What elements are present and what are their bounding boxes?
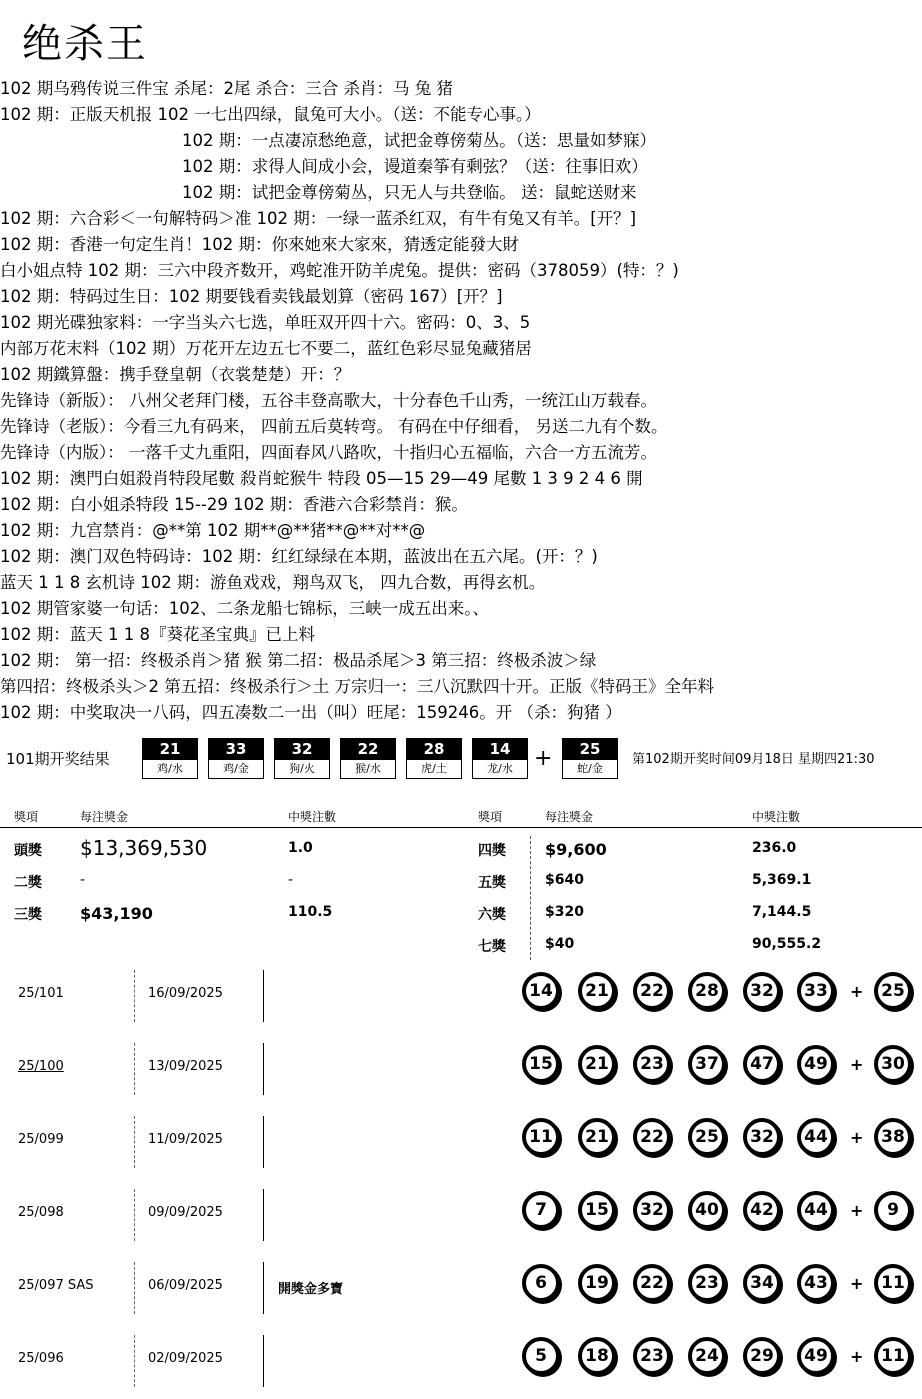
drawn-ball: 40 [688, 1191, 726, 1229]
result-label: 101期开奖结果 [6, 750, 110, 768]
ball-number: 32 [274, 738, 330, 760]
drawn-ball: 23 [633, 1045, 671, 1083]
prediction-lines [0, 76, 922, 726]
prize-name: 六獎 [478, 907, 506, 923]
plus-sign: + [850, 1128, 864, 1147]
header-prize-count: 中獎注數 [288, 810, 337, 824]
column-divider [263, 1116, 264, 1168]
next-draw-info: 第102期开奖时间09月18日 星期四21:30 [632, 752, 875, 767]
drawn-ball: 47 [743, 1045, 781, 1083]
special-drawn-ball: 30 [874, 1045, 912, 1083]
column-divider [263, 1043, 264, 1095]
prize-amount: $320 [545, 904, 584, 920]
prize-count: 5,369.1 [752, 872, 812, 888]
special-ball [562, 738, 618, 780]
prediction-line: 102 期：白小姐杀特段 15--29 102 期：香港六合彩禁肖：猴。 [0, 495, 468, 514]
drawn-ball: 32 [743, 1118, 781, 1156]
ball-number: 25 [562, 738, 618, 760]
prediction-line: 102 期：澳门双色特码诗：102 期：红红绿绿在本期，蓝波出在五六尾。(开：？) [0, 547, 598, 566]
drawn-ball: 22 [633, 1118, 671, 1156]
special-drawn-ball: 9 [874, 1191, 912, 1229]
prediction-line: 102 期：特码过生日：102 期要钱看卖钱最划算（密码 167）[开？] [0, 287, 503, 306]
result-ball [406, 738, 462, 780]
drawn-ball: 18 [578, 1337, 616, 1375]
drawn-ball: 32 [633, 1191, 671, 1229]
ball-number: 33 [208, 738, 264, 760]
result-ball [208, 738, 264, 780]
draw-period: 25/099 [18, 1132, 64, 1147]
prediction-line: 102 期鐵算盤：携手登皇朝（衣裳楚楚）开：？ [0, 365, 351, 384]
prize-name: 七獎 [478, 939, 506, 955]
drawn-ball: 28 [688, 972, 726, 1010]
drawn-ball: 44 [797, 1118, 835, 1156]
drawn-ball: 43 [797, 1264, 835, 1302]
column-divider [263, 970, 264, 1022]
prize-name: 五獎 [478, 875, 506, 891]
draw-row [0, 960, 922, 1034]
plus-sign: + [850, 1055, 864, 1074]
prediction-line: 白小姐点特 102 期：三六中段齐数开，鸡蛇准开防羊虎兔。提供：密码（378059）(特：？) [0, 261, 679, 280]
column-divider [134, 1116, 135, 1168]
draw-result-row [0, 738, 922, 782]
special-drawn-ball: 11 [874, 1337, 912, 1375]
draw-date: 13/09/2025 [148, 1059, 223, 1074]
drawn-ball: 42 [743, 1191, 781, 1229]
drawn-ball: 37 [688, 1045, 726, 1083]
prediction-line: 102 期：正版天机报 102 一七出四绿，鼠兔可大小。（送：不能专心事。） [0, 105, 541, 124]
draw-date: 16/09/2025 [148, 986, 223, 1001]
column-divider [134, 1043, 135, 1095]
prediction-line: 102 期：试把金尊傍菊丛，只无人与共登临。 送：鼠蛇送财来 [182, 183, 637, 202]
result-ball [274, 738, 330, 780]
drawn-ball: 7 [522, 1191, 560, 1229]
ball-zodiac: 鸡/水 [142, 760, 198, 779]
column-divider [263, 1335, 264, 1387]
header-prize-name-2: 獎項 [478, 810, 503, 824]
prize-amount: $9,600 [545, 840, 607, 859]
prediction-line: 先锋诗（新版）： 八州父老拜门楼，五谷丰登高歌大，十分春色千山秀，一统江山万载春。 [0, 391, 657, 410]
drawn-ball: 5 [522, 1337, 560, 1375]
drawn-ball: 19 [578, 1264, 616, 1302]
page-title: 绝杀王 [22, 21, 148, 67]
prediction-line: 102 期：澳門白姐殺肖特段尾數 殺肖蛇猴牛 特段 05—15 29—49 尾數 1 3 9 2 4 6 開 [0, 469, 643, 488]
drawn-ball: 22 [633, 1264, 671, 1302]
draw-period[interactable]: 25/100 [18, 1059, 64, 1074]
prediction-line: 内部万花末料（102 期）万花开左边五七不要二，蓝红色彩尽显兔藏猪居 [0, 339, 532, 358]
result-ball [142, 738, 198, 780]
special-drawn-ball: 11 [874, 1264, 912, 1302]
ball-number: 28 [406, 738, 462, 760]
drawn-ball: 34 [743, 1264, 781, 1302]
draw-row [0, 1033, 922, 1107]
header-prize-count-2: 中獎注數 [752, 810, 801, 824]
prize-amount: $43,190 [80, 904, 153, 923]
prediction-line: 102 期：一点凄凉愁绝意，试把金尊傍菊丛。（送：思量如梦寐） [182, 131, 656, 150]
drawn-ball: 23 [688, 1264, 726, 1302]
prediction-line: 102 期：中奖取决一八码，四五凑数二一出（叫）旺尾：159246。开 （杀：狗猪 ） [0, 703, 622, 722]
prize-table [0, 800, 922, 960]
prediction-line: 102 期：香港一句定生肖！102 期：你來她來大家來，猜透定能發大財 [0, 235, 519, 254]
prediction-line: 先锋诗（老版）：今看三九有码来， 四前五后莫转弯。 有码在中仔细看， 另送二九有个数。 [0, 417, 668, 436]
draw-date: 11/09/2025 [148, 1132, 223, 1147]
drawn-ball: 21 [578, 1045, 616, 1083]
ball-number: 21 [142, 738, 198, 760]
ball-number: 22 [340, 738, 396, 760]
drawn-ball: 15 [578, 1191, 616, 1229]
prediction-line: 102 期：六合彩＜一句解特码＞准 102 期：一绿一蓝杀红双，有牛有兔又有羊。[开？] [0, 209, 637, 228]
prediction-line: 102 期管家婆一句话：102、二条龙船七锦标，三峡一成五出来。、 [0, 599, 489, 618]
prize-amount: $40 [545, 936, 575, 952]
ball-zodiac: 鸡/金 [208, 760, 264, 779]
prize-amount: $640 [545, 872, 584, 888]
ball-zodiac: 狗/火 [274, 760, 330, 779]
result-ball [472, 738, 528, 780]
prediction-line: 102 期：蓝天 1 1 8『葵花圣宝典』已上料 [0, 625, 315, 644]
ball-zodiac: 虎/土 [406, 760, 462, 779]
prize-count: 90,555.2 [752, 936, 822, 952]
draw-period: 25/098 [18, 1205, 64, 1220]
ball-number: 14 [472, 738, 528, 760]
prize-name: 四獎 [478, 843, 506, 859]
column-divider [134, 1262, 135, 1314]
special-drawn-ball: 25 [874, 972, 912, 1010]
draw-row [0, 1106, 922, 1180]
column-divider [263, 1189, 264, 1241]
drawn-ball: 11 [522, 1118, 560, 1156]
drawn-ball: 6 [522, 1264, 560, 1302]
drawn-ball: 44 [797, 1191, 835, 1229]
drawn-ball: 29 [743, 1337, 781, 1375]
draw-period: 25/096 [18, 1351, 64, 1366]
special-drawn-ball: 38 [874, 1118, 912, 1156]
drawn-ball: 22 [633, 972, 671, 1010]
prize-count: 1.0 [288, 840, 313, 856]
prize-amount: - [80, 872, 86, 888]
prize-divider [530, 836, 531, 960]
header-prize-amount: 每注獎金 [80, 810, 129, 824]
prediction-line: 102 期：九宫禁肖：@**第 102 期**@**猪**@**对**@ [0, 521, 426, 540]
header-prize-amount-2: 每注獎金 [545, 810, 594, 824]
drawn-ball: 24 [688, 1337, 726, 1375]
prize-count: 110.5 [288, 904, 333, 920]
drawn-ball: 25 [688, 1118, 726, 1156]
draw-date: 06/09/2025 [148, 1278, 223, 1293]
drawn-ball: 49 [797, 1337, 835, 1375]
header-prize-name: 獎項 [14, 810, 39, 824]
prize-count: - [288, 872, 294, 888]
draw-date: 09/09/2025 [148, 1205, 223, 1220]
header-divider [0, 827, 922, 828]
draw-period: 25/097 SAS [18, 1278, 94, 1293]
prize-name: 三獎 [14, 907, 42, 923]
prediction-line: 102 期：求得人间成小会，谩道秦筝有剩弦？（送：往事旧欢） [182, 157, 648, 176]
drawn-ball: 49 [797, 1045, 835, 1083]
result-ball [340, 738, 396, 780]
prize-amount: $13,369,530 [80, 836, 208, 860]
column-divider [134, 970, 135, 1022]
prediction-line: 102 期乌鸦传说三件宝 杀尾：2尾 杀合：三合 杀肖：马 兔 猪 [0, 79, 453, 98]
drawn-ball: 14 [522, 972, 560, 1010]
prediction-line: 102 期光碟独家料：一字当头六七选，单旺双开四十六。密码：0、3、5 [0, 313, 531, 332]
drawn-ball: 15 [522, 1045, 560, 1083]
plus-sign: + [850, 982, 864, 1001]
prediction-line: 先锋诗（内版）： 一落千丈九重阳，四面春风八路吹，十指归心五福临，六合一方五流芳。 [0, 443, 657, 462]
ball-zodiac: 蛇/金 [562, 760, 618, 779]
draw-date: 02/09/2025 [148, 1351, 223, 1366]
prediction-line: 第四招：终极杀头＞2 第五招：终极杀行＞土 万宗归一：三八沉默四十开。正版《特码王》全年料 [0, 677, 714, 696]
ball-zodiac: 龙/水 [472, 760, 528, 779]
plus-sign: + [850, 1274, 864, 1293]
column-divider [134, 1189, 135, 1241]
drawn-ball: 21 [578, 1118, 616, 1156]
prize-count: 236.0 [752, 840, 797, 856]
prize-count: 7,144.5 [752, 904, 812, 920]
plus-sign: + [534, 746, 553, 771]
column-divider [263, 1262, 264, 1314]
column-divider [134, 1335, 135, 1387]
prediction-line: 蓝天 1 1 8 玄机诗 102 期：游鱼戏戏，翔鸟双飞， 四九合数，再得玄机。 [0, 573, 546, 592]
ball-zodiac: 猴/水 [340, 760, 396, 779]
drawn-ball: 21 [578, 972, 616, 1010]
prediction-line: 102 期： 第一招：终极杀肖＞猪 猴 第二招：极品杀尾＞3 第三招：终极杀波＞绿 [0, 651, 597, 670]
prize-name: 二獎 [14, 875, 42, 891]
draw-period: 25/101 [18, 986, 64, 1001]
draw-row [0, 1252, 922, 1326]
draw-row [0, 1179, 922, 1253]
drawn-ball: 32 [743, 972, 781, 1010]
drawn-ball: 33 [797, 972, 835, 1010]
prize-name: 頭獎 [14, 843, 42, 859]
drawn-ball: 23 [633, 1337, 671, 1375]
draw-note: 開獎金多寶 [278, 1282, 344, 1297]
plus-sign: + [850, 1201, 864, 1220]
plus-sign: + [850, 1347, 864, 1366]
